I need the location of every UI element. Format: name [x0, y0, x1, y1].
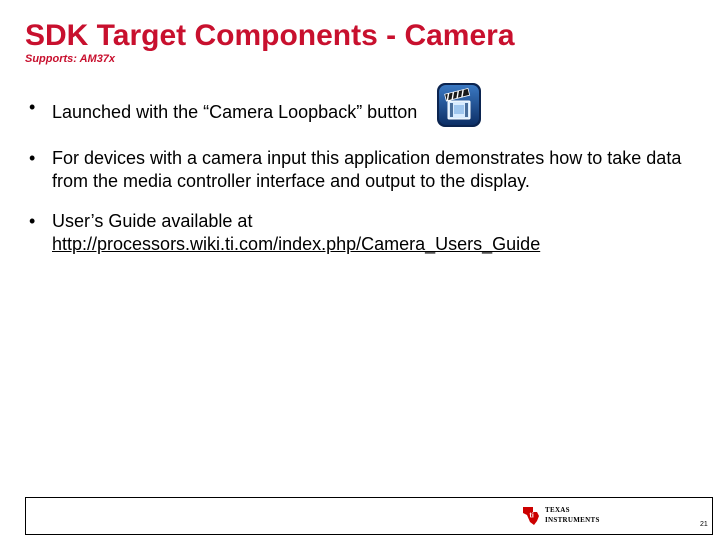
bullet-text: For devices with a camera input this application demonstrates how to take data from the media controller interface and output to the display.	[52, 148, 682, 191]
page-number: 21	[700, 521, 708, 528]
bullet-text: User’s Guide available at	[52, 211, 253, 231]
svg-text:ti: ti	[529, 512, 534, 520]
slide-subtitle: Supports: AM37x	[25, 53, 116, 65]
ti-state-emblem-icon	[521, 505, 543, 527]
bullet-text: Launched with the “Camera Loopback” button	[52, 101, 418, 122]
camera-loopback-app-icon	[434, 80, 484, 130]
texas-instruments-logo	[521, 505, 613, 527]
users-guide-link[interactable]: http://processors.wiki.ti.com/index.php/Camera_Users_Guide	[52, 234, 541, 254]
slide-title: SDK Target Components - Camera	[25, 19, 515, 52]
bullet-list	[29, 96, 699, 273]
bullet-marker: •	[29, 148, 36, 168]
ti-logo-line1: TEXAS	[545, 506, 570, 514]
ti-logo-line2: INSTRUMENTS	[545, 516, 600, 524]
bullet-item-launch	[29, 96, 699, 130]
bullet-marker: •	[29, 211, 36, 231]
bullet-item-description	[29, 147, 699, 193]
bullet-marker: •	[29, 97, 36, 117]
bullet-item-users-guide	[29, 210, 699, 256]
